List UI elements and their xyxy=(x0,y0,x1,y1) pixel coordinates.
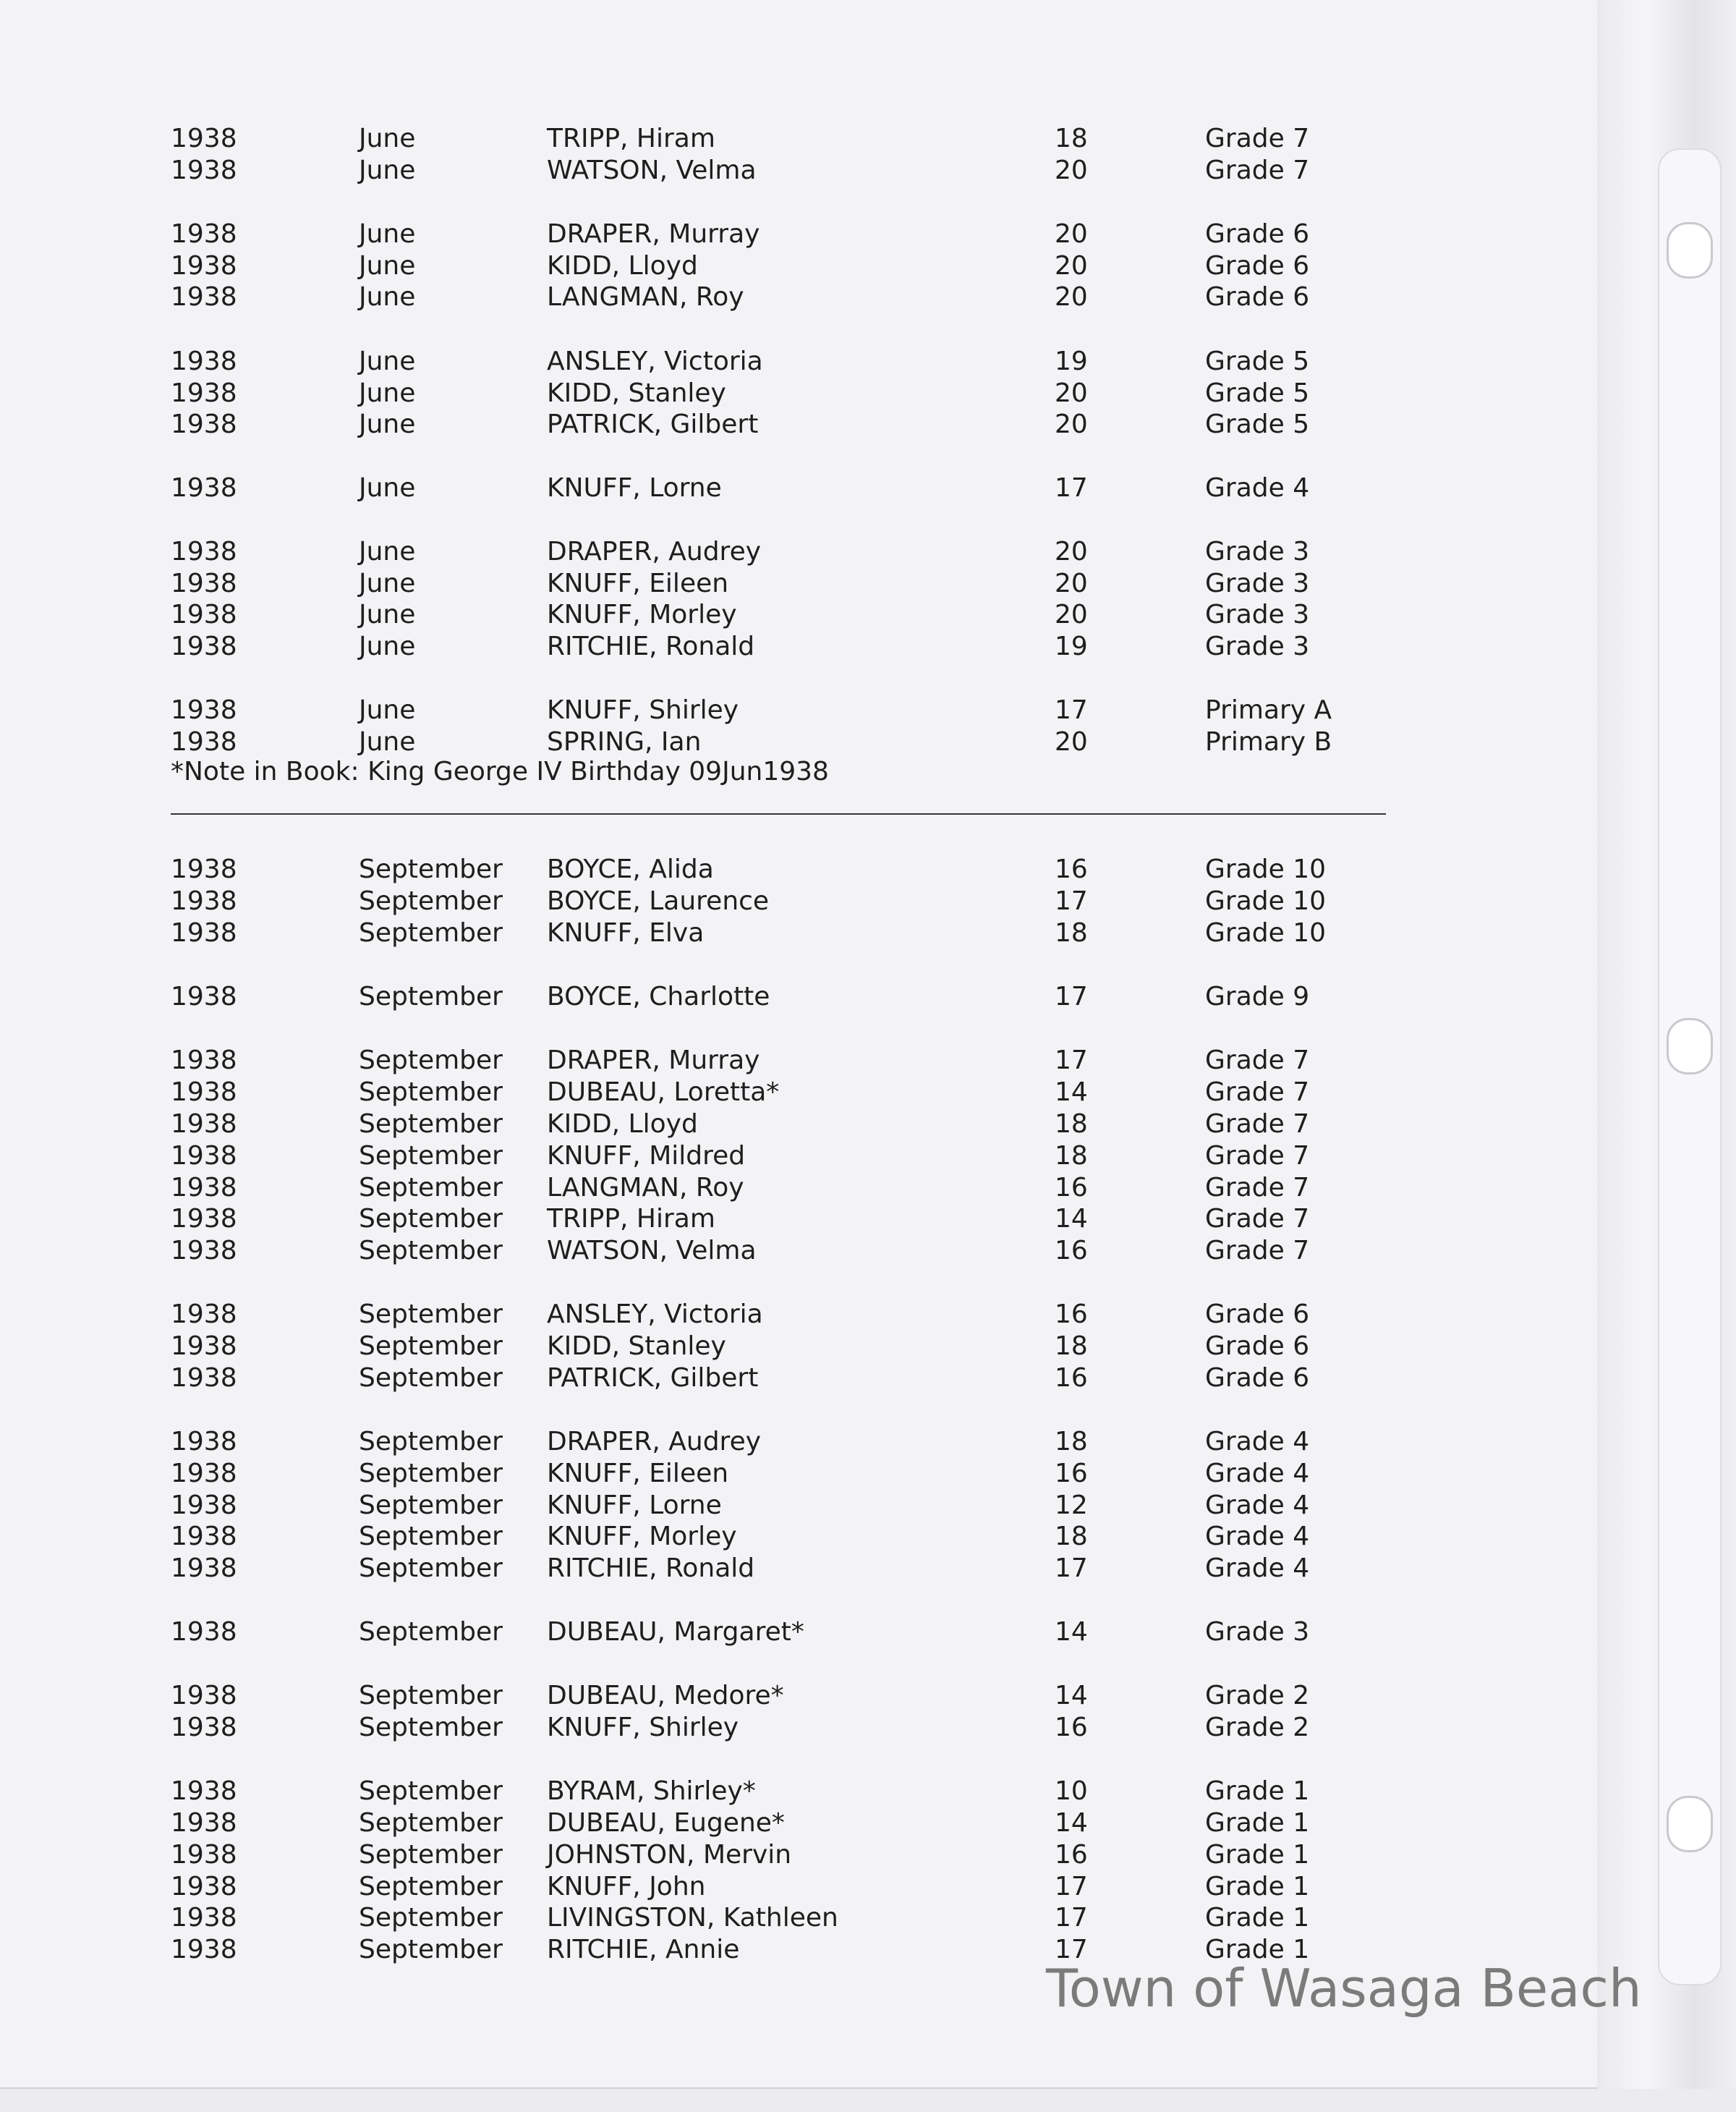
grade-cell: Grade 4 xyxy=(1205,1459,1310,1488)
age-cell: 20 xyxy=(1055,569,1088,598)
month-cell: September xyxy=(359,1077,503,1107)
month-cell: September xyxy=(359,982,503,1012)
student-name-cell: WATSON, Velma xyxy=(547,156,757,185)
september-record-row xyxy=(0,1807,1519,1839)
month-cell: September xyxy=(359,1903,503,1933)
month-cell: September xyxy=(359,1713,503,1742)
student-name-cell: KNUFF, Lorne xyxy=(547,473,722,503)
month-cell: June xyxy=(359,569,416,598)
punch-hole xyxy=(1667,1018,1713,1074)
grade-cell: Grade 1 xyxy=(1205,1776,1310,1806)
age-cell: 16 xyxy=(1055,1363,1088,1393)
age-cell: 17 xyxy=(1055,1935,1088,1964)
grade-cell: Grade 3 xyxy=(1205,632,1310,661)
september-record-row xyxy=(0,1680,1519,1712)
grade-cell: Grade 7 xyxy=(1205,1141,1310,1171)
year-cell: 1938 xyxy=(171,886,237,916)
student-name-cell: PATRICK, Gilbert xyxy=(547,1363,759,1393)
age-cell: 20 xyxy=(1055,727,1088,757)
september-record-row xyxy=(0,1712,1519,1744)
age-cell: 16 xyxy=(1055,1840,1088,1870)
september-record-row xyxy=(0,917,1519,949)
age-cell: 14 xyxy=(1055,1077,1088,1107)
month-cell: September xyxy=(359,1331,503,1361)
grade-cell: Grade 2 xyxy=(1205,1713,1310,1742)
year-cell: 1938 xyxy=(171,282,237,312)
student-name-cell: ANSLEY, Victoria xyxy=(547,347,763,376)
grade-cell: Grade 5 xyxy=(1205,378,1310,408)
june-record-row xyxy=(0,155,1519,187)
month-cell: September xyxy=(359,1553,503,1583)
year-cell: 1938 xyxy=(171,1427,237,1456)
year-cell: 1938 xyxy=(171,219,237,249)
month-cell: September xyxy=(359,1046,503,1075)
grade-cell: Grade 3 xyxy=(1205,537,1310,567)
student-name-cell: TRIPP, Hiram xyxy=(547,124,715,153)
grade-cell: Grade 4 xyxy=(1205,473,1310,503)
september-record-row xyxy=(0,1172,1519,1204)
month-cell: June xyxy=(359,410,416,439)
september-record-row xyxy=(0,1045,1519,1077)
year-cell: 1938 xyxy=(171,156,237,185)
year-cell: 1938 xyxy=(171,600,237,629)
age-cell: 17 xyxy=(1055,1046,1088,1075)
september-record-row xyxy=(0,1616,1519,1648)
age-cell: 16 xyxy=(1055,1173,1088,1203)
year-cell: 1938 xyxy=(171,1046,237,1075)
year-cell: 1938 xyxy=(171,1204,237,1234)
september-record-row xyxy=(0,1902,1519,1934)
grade-cell: Grade 10 xyxy=(1205,918,1327,948)
september-record-row xyxy=(0,1299,1519,1331)
june-record-row xyxy=(0,250,1519,282)
student-name-cell: DRAPER, Audrey xyxy=(547,1427,762,1456)
june-record-row xyxy=(0,346,1519,378)
year-cell: 1938 xyxy=(171,1872,237,1901)
month-cell: September xyxy=(359,1363,503,1393)
month-cell: June xyxy=(359,632,416,661)
student-name-cell: KIDD, Stanley xyxy=(547,378,726,408)
age-cell: 14 xyxy=(1055,1204,1088,1234)
year-cell: 1938 xyxy=(171,1173,237,1203)
age-cell: 16 xyxy=(1055,1236,1088,1265)
month-cell: September xyxy=(359,1808,503,1838)
month-cell: June xyxy=(359,347,416,376)
student-name-cell: JOHNSTON, Mervin xyxy=(547,1840,792,1870)
june-record-row xyxy=(0,599,1519,631)
student-name-cell: PATRICK, Gilbert xyxy=(547,410,759,439)
september-record-row xyxy=(0,1108,1519,1140)
month-cell: September xyxy=(359,854,503,884)
june-record-row xyxy=(0,695,1519,726)
age-cell: 20 xyxy=(1055,600,1088,629)
age-cell: 20 xyxy=(1055,537,1088,567)
student-name-cell: KIDD, Lloyd xyxy=(547,1109,698,1139)
student-name-cell: RITCHIE, Ronald xyxy=(547,1553,755,1583)
age-cell: 17 xyxy=(1055,1872,1088,1901)
year-cell: 1938 xyxy=(171,347,237,376)
grade-cell: Grade 7 xyxy=(1205,124,1310,153)
student-name-cell: RITCHIE, Annie xyxy=(547,1935,740,1964)
student-name-cell: DRAPER, Murray xyxy=(547,1046,760,1075)
grade-cell: Primary A xyxy=(1205,695,1332,725)
age-cell: 20 xyxy=(1055,378,1088,408)
grade-cell: Grade 6 xyxy=(1205,251,1310,281)
june-record-row xyxy=(0,631,1519,663)
age-cell: 18 xyxy=(1055,1331,1088,1361)
september-record-row xyxy=(0,1553,1519,1585)
age-cell: 20 xyxy=(1055,282,1088,312)
year-cell: 1938 xyxy=(171,1776,237,1806)
year-cell: 1938 xyxy=(171,1141,237,1171)
year-cell: 1938 xyxy=(171,124,237,153)
watermark: Town of Wasaga Beach xyxy=(1046,1958,1642,2019)
month-cell: September xyxy=(359,1204,503,1234)
month-cell: June xyxy=(359,282,416,312)
year-cell: 1938 xyxy=(171,695,237,725)
september-record-row xyxy=(0,1426,1519,1458)
age-cell: 17 xyxy=(1055,1553,1088,1583)
student-name-cell: KIDD, Stanley xyxy=(547,1331,726,1361)
grade-cell: Grade 7 xyxy=(1205,1046,1310,1075)
grade-cell: Grade 1 xyxy=(1205,1808,1310,1838)
grade-cell: Grade 7 xyxy=(1205,156,1310,185)
year-cell: 1938 xyxy=(171,1236,237,1265)
age-cell: 20 xyxy=(1055,410,1088,439)
month-cell: September xyxy=(359,1776,503,1806)
june-record-row xyxy=(0,726,1519,758)
student-name-cell: DUBEAU, Margaret* xyxy=(547,1617,804,1647)
student-name-cell: WATSON, Velma xyxy=(547,1236,757,1265)
grade-cell: Grade 6 xyxy=(1205,1331,1310,1361)
year-cell: 1938 xyxy=(171,1522,237,1551)
age-cell: 17 xyxy=(1055,886,1088,916)
month-cell: September xyxy=(359,1173,503,1203)
student-name-cell: KIDD, Lloyd xyxy=(547,251,698,281)
age-cell: 18 xyxy=(1055,1141,1088,1171)
grade-cell: Grade 3 xyxy=(1205,600,1310,629)
month-cell: September xyxy=(359,918,503,948)
student-name-cell: RITCHIE, Ronald xyxy=(547,632,755,661)
september-record-row xyxy=(0,1490,1519,1522)
student-name-cell: LANGMAN, Roy xyxy=(547,282,744,312)
age-cell: 17 xyxy=(1055,473,1088,503)
age-cell: 20 xyxy=(1055,251,1088,281)
grade-cell: Grade 7 xyxy=(1205,1204,1310,1234)
grade-cell: Grade 4 xyxy=(1205,1427,1310,1456)
month-cell: June xyxy=(359,219,416,249)
year-cell: 1938 xyxy=(171,918,237,948)
september-record-row xyxy=(0,1140,1519,1172)
grade-cell: Grade 9 xyxy=(1205,982,1310,1012)
grade-cell: Grade 2 xyxy=(1205,1681,1310,1710)
grade-cell: Grade 5 xyxy=(1205,410,1310,439)
year-cell: 1938 xyxy=(171,982,237,1012)
age-cell: 12 xyxy=(1055,1490,1088,1520)
age-cell: 18 xyxy=(1055,124,1088,153)
punch-hole xyxy=(1667,222,1713,279)
month-cell: June xyxy=(359,251,416,281)
september-record-row xyxy=(0,1203,1519,1235)
age-cell: 20 xyxy=(1055,219,1088,249)
grade-cell: Grade 4 xyxy=(1205,1522,1310,1551)
month-cell: September xyxy=(359,1459,503,1488)
grade-cell: Grade 10 xyxy=(1205,886,1327,916)
student-name-cell: DUBEAU, Medore* xyxy=(547,1681,784,1710)
student-name-cell: LIVINGSTON, Kathleen xyxy=(547,1903,838,1933)
month-cell: June xyxy=(359,124,416,153)
september-record-row xyxy=(0,1235,1519,1267)
month-cell: June xyxy=(359,473,416,503)
september-record-row xyxy=(0,981,1519,1013)
june-record-row xyxy=(0,568,1519,600)
year-cell: 1938 xyxy=(171,1903,237,1933)
june-record-row xyxy=(0,219,1519,250)
grade-cell: Grade 1 xyxy=(1205,1935,1310,1964)
year-cell: 1938 xyxy=(171,569,237,598)
year-cell: 1938 xyxy=(171,727,237,757)
student-name-cell: KNUFF, Eileen xyxy=(547,1459,729,1488)
age-cell: 19 xyxy=(1055,347,1088,376)
september-record-row xyxy=(0,1362,1519,1394)
student-name-cell: DUBEAU, Eugene* xyxy=(547,1808,785,1838)
year-cell: 1938 xyxy=(171,1459,237,1488)
grade-cell: Grade 6 xyxy=(1205,1299,1310,1329)
age-cell: 10 xyxy=(1055,1776,1088,1806)
grade-cell: Grade 6 xyxy=(1205,282,1310,312)
student-name-cell: TRIPP, Hiram xyxy=(547,1204,715,1234)
grade-cell: Grade 6 xyxy=(1205,1363,1310,1393)
year-cell: 1938 xyxy=(171,1840,237,1870)
age-cell: 16 xyxy=(1055,1299,1088,1329)
year-cell: 1938 xyxy=(171,1331,237,1361)
september-record-row xyxy=(0,1331,1519,1362)
year-cell: 1938 xyxy=(171,1077,237,1107)
month-cell: June xyxy=(359,600,416,629)
month-cell: September xyxy=(359,1617,503,1647)
age-cell: 17 xyxy=(1055,1903,1088,1933)
year-cell: 1938 xyxy=(171,251,237,281)
student-name-cell: DRAPER, Audrey xyxy=(547,537,762,567)
september-record-row xyxy=(0,1776,1519,1807)
grade-cell: Grade 3 xyxy=(1205,1617,1310,1647)
year-cell: 1938 xyxy=(171,1109,237,1139)
grade-cell: Grade 5 xyxy=(1205,347,1310,376)
grade-cell: Grade 1 xyxy=(1205,1903,1310,1933)
age-cell: 17 xyxy=(1055,982,1088,1012)
month-cell: September xyxy=(359,1935,503,1964)
student-name-cell: BOYCE, Alida xyxy=(547,854,714,884)
month-cell: September xyxy=(359,1522,503,1551)
year-cell: 1938 xyxy=(171,1553,237,1583)
binder-tab xyxy=(1658,148,1722,1985)
year-cell: 1938 xyxy=(171,537,237,567)
age-cell: 19 xyxy=(1055,632,1088,661)
student-name-cell: SPRING, Ian xyxy=(547,727,702,757)
year-cell: 1938 xyxy=(171,1299,237,1329)
month-cell: June xyxy=(359,727,416,757)
age-cell: 18 xyxy=(1055,918,1088,948)
grade-cell: Grade 3 xyxy=(1205,569,1310,598)
section-divider xyxy=(171,813,1386,815)
year-cell: 1938 xyxy=(171,1808,237,1838)
grade-cell: Grade 4 xyxy=(1205,1553,1310,1583)
age-cell: 17 xyxy=(1055,695,1088,725)
age-cell: 16 xyxy=(1055,1459,1088,1488)
year-cell: 1938 xyxy=(171,1935,237,1964)
student-name-cell: KNUFF, Shirley xyxy=(547,1713,739,1742)
student-name-cell: BYRAM, Shirley* xyxy=(547,1776,756,1806)
month-cell: June xyxy=(359,156,416,185)
sheet-protector-bottom xyxy=(0,2089,1736,2112)
student-name-cell: KNUFF, Mildred xyxy=(547,1141,746,1171)
september-record-row xyxy=(0,1839,1519,1871)
student-name-cell: LANGMAN, Roy xyxy=(547,1173,744,1203)
student-name-cell: KNUFF, Morley xyxy=(547,1522,737,1551)
september-record-row xyxy=(0,1521,1519,1553)
year-cell: 1938 xyxy=(171,1363,237,1393)
june-record-row xyxy=(0,536,1519,568)
age-cell: 20 xyxy=(1055,156,1088,185)
student-name-cell: DUBEAU, Loretta* xyxy=(547,1077,780,1107)
month-cell: September xyxy=(359,1872,503,1901)
grade-cell: Grade 10 xyxy=(1205,854,1327,884)
month-cell: September xyxy=(359,1141,503,1171)
june-record-row xyxy=(0,281,1519,313)
age-cell: 14 xyxy=(1055,1617,1088,1647)
year-cell: 1938 xyxy=(171,1617,237,1647)
september-record-row xyxy=(0,1871,1519,1903)
student-name-cell: KNUFF, John xyxy=(547,1872,706,1901)
student-name-cell: KNUFF, Eileen xyxy=(547,569,729,598)
month-cell: September xyxy=(359,1109,503,1139)
year-cell: 1938 xyxy=(171,1490,237,1520)
year-cell: 1938 xyxy=(171,473,237,503)
september-record-row xyxy=(0,886,1519,917)
age-cell: 14 xyxy=(1055,1808,1088,1838)
year-cell: 1938 xyxy=(171,410,237,439)
month-cell: September xyxy=(359,1427,503,1456)
student-name-cell: KNUFF, Elva xyxy=(547,918,705,948)
student-name-cell: KNUFF, Lorne xyxy=(547,1490,722,1520)
september-record-row xyxy=(0,854,1519,886)
year-cell: 1938 xyxy=(171,1681,237,1710)
month-cell: September xyxy=(359,886,503,916)
month-cell: September xyxy=(359,1840,503,1870)
student-name-cell: KNUFF, Morley xyxy=(547,600,737,629)
year-cell: 1938 xyxy=(171,378,237,408)
student-name-cell: DRAPER, Murray xyxy=(547,219,760,249)
student-name-cell: BOYCE, Charlotte xyxy=(547,982,770,1012)
september-record-row xyxy=(0,1077,1519,1108)
month-cell: June xyxy=(359,537,416,567)
june-record-row xyxy=(0,472,1519,504)
month-cell: September xyxy=(359,1490,503,1520)
age-cell: 18 xyxy=(1055,1427,1088,1456)
june-record-row xyxy=(0,378,1519,410)
book-note: *Note in Book: King George IV Birthday 09Jun1938 xyxy=(171,757,829,786)
student-name-cell: BOYCE, Laurence xyxy=(547,886,770,916)
september-record-row xyxy=(0,1458,1519,1490)
grade-cell: Grade 1 xyxy=(1205,1872,1310,1901)
june-record-row xyxy=(0,123,1519,155)
grade-cell: Grade 4 xyxy=(1205,1490,1310,1520)
punch-hole xyxy=(1667,1796,1713,1852)
grade-cell: Grade 7 xyxy=(1205,1109,1310,1139)
student-name-cell: KNUFF, Shirley xyxy=(547,695,739,725)
month-cell: September xyxy=(359,1299,503,1329)
month-cell: September xyxy=(359,1236,503,1265)
grade-cell: Grade 6 xyxy=(1205,219,1310,249)
year-cell: 1938 xyxy=(171,854,237,884)
month-cell: September xyxy=(359,1681,503,1710)
age-cell: 18 xyxy=(1055,1109,1088,1139)
grade-cell: Grade 7 xyxy=(1205,1236,1310,1265)
grade-cell: Grade 7 xyxy=(1205,1077,1310,1107)
grade-cell: Primary B xyxy=(1205,727,1332,757)
month-cell: June xyxy=(359,378,416,408)
student-name-cell: ANSLEY, Victoria xyxy=(547,1299,763,1329)
grade-cell: Grade 1 xyxy=(1205,1840,1310,1870)
age-cell: 16 xyxy=(1055,1713,1088,1742)
grade-cell: Grade 7 xyxy=(1205,1173,1310,1203)
age-cell: 14 xyxy=(1055,1681,1088,1710)
age-cell: 16 xyxy=(1055,854,1088,884)
june-record-row xyxy=(0,409,1519,441)
year-cell: 1938 xyxy=(171,1713,237,1742)
year-cell: 1938 xyxy=(171,632,237,661)
age-cell: 18 xyxy=(1055,1522,1088,1551)
month-cell: June xyxy=(359,695,416,725)
